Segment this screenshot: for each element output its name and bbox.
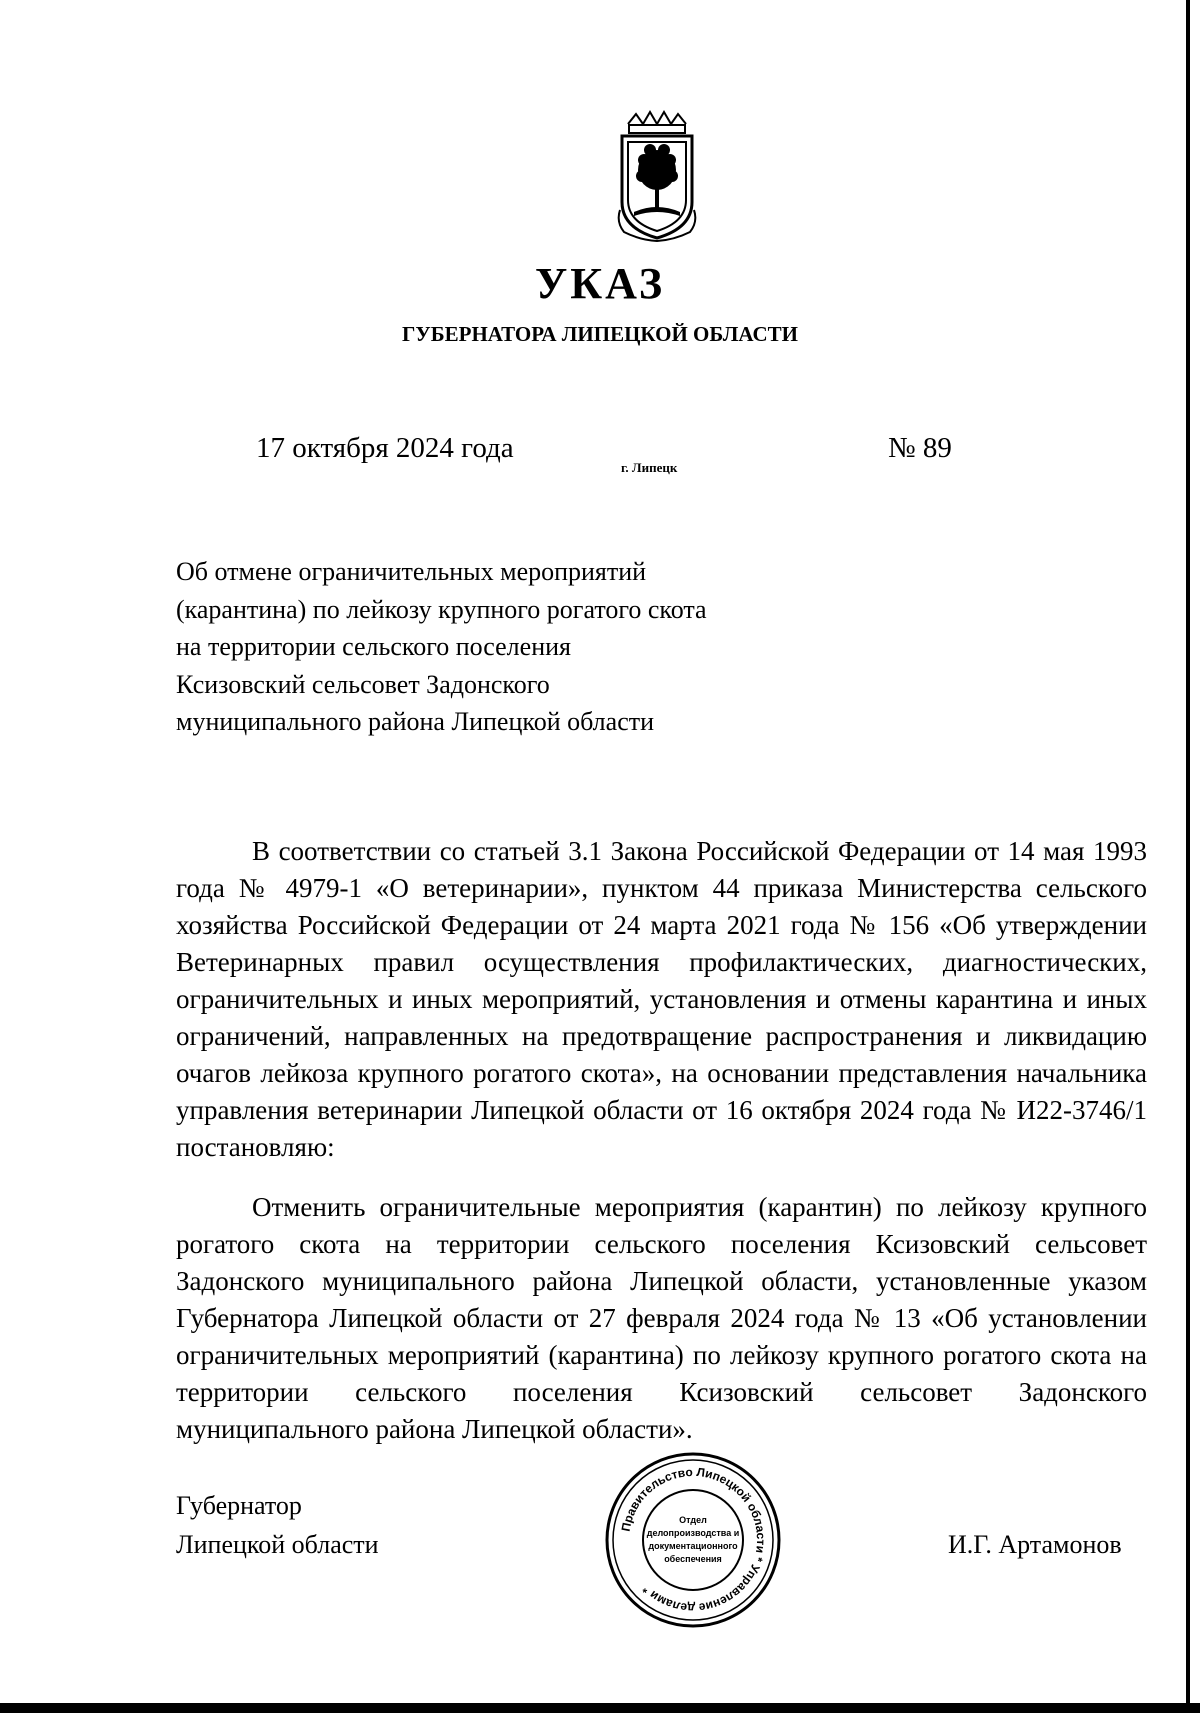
body-paragraph-legal-basis: В соответствии со статьей 3.1 Закона Российской Федерации от 14 мая 1993 года № 4979-1 «О ветеринарии», пунктом 44 приказа Министерства сельского хозяйства Российской Федерации от 24 марта 2021 года № 156 «Об утверждении Ветеринарных правил осуществления профилактических, диагностических, ограничительных и иных мероприятий, установления и отмены карантина и иных ограничений, направленных на предотвращение распространения и ликвидацию очагов лейкоза крупного рогатого скота», на основании представления начальника управления ветеринарии Липецкой области от 16 октября 2024 года № И22-3746/1 постановляю: — [176, 836, 1147, 1162]
document-number: № 89 — [888, 432, 952, 464]
document-place: г. Липецк — [621, 460, 678, 475]
signatory-position — [176, 1486, 379, 1564]
svg-text:Отдел: Отдел — [679, 1515, 707, 1525]
document-title: УКАЗ — [534, 259, 666, 308]
document-date: 17 октября 2024 года — [256, 432, 514, 464]
coat-of-arms-icon — [614, 110, 700, 242]
subject-line: Об отмене ограничительных мероприятий — [176, 557, 647, 586]
svg-text:обеспечения: обеспечения — [664, 1554, 722, 1564]
subject-line: (карантина) по лейкозу крупного рогатого скота — [176, 594, 707, 624]
subject-line: Ксизовский сельсовет Задонского — [176, 669, 550, 699]
subject-line: на территории сельского поселения — [176, 632, 571, 661]
document-subject — [176, 553, 796, 741]
document-issuer: ГУБЕРНАТОРА ЛИПЕЦКОЙ ОБЛАСТИ — [401, 322, 799, 346]
signatory-position-line: Липецкой области — [176, 1530, 379, 1559]
subject-line: муниципального района Липецкой области — [176, 707, 655, 736]
official-seal-stamp — [604, 1451, 782, 1629]
svg-text:делопроизводства и: делопроизводства и — [646, 1528, 740, 1538]
scan-edge-right — [1186, 0, 1190, 1713]
scan-edge-bottom — [0, 1703, 1200, 1713]
svg-text:документационного: документационного — [648, 1541, 738, 1551]
svg-text:Правительство Липецкой области: Правительство Липецкой области * Управление делами * — [618, 1464, 769, 1616]
body-paragraph-decision: Отменить ограничительные мероприятия (карантин) по лейкозу крупного рогатого скота на территории сельского поселения Ксизовский сельсовет Задонского муниципального района Липецкой области, установленные указом Губернатора Липецкой области от 27 февраля 2024 года № 13 «Об установлении ограничительных мероприятий (карантина) по лейкозу крупного рогатого скота на территории сельского поселения Ксизовский сельсовет Задонского муниципального района Липецкой области». — [176, 1192, 1147, 1444]
signatory-name: И.Г. Артамонов — [948, 1530, 1122, 1559]
signatory-position-line: Губернатор — [176, 1491, 302, 1520]
